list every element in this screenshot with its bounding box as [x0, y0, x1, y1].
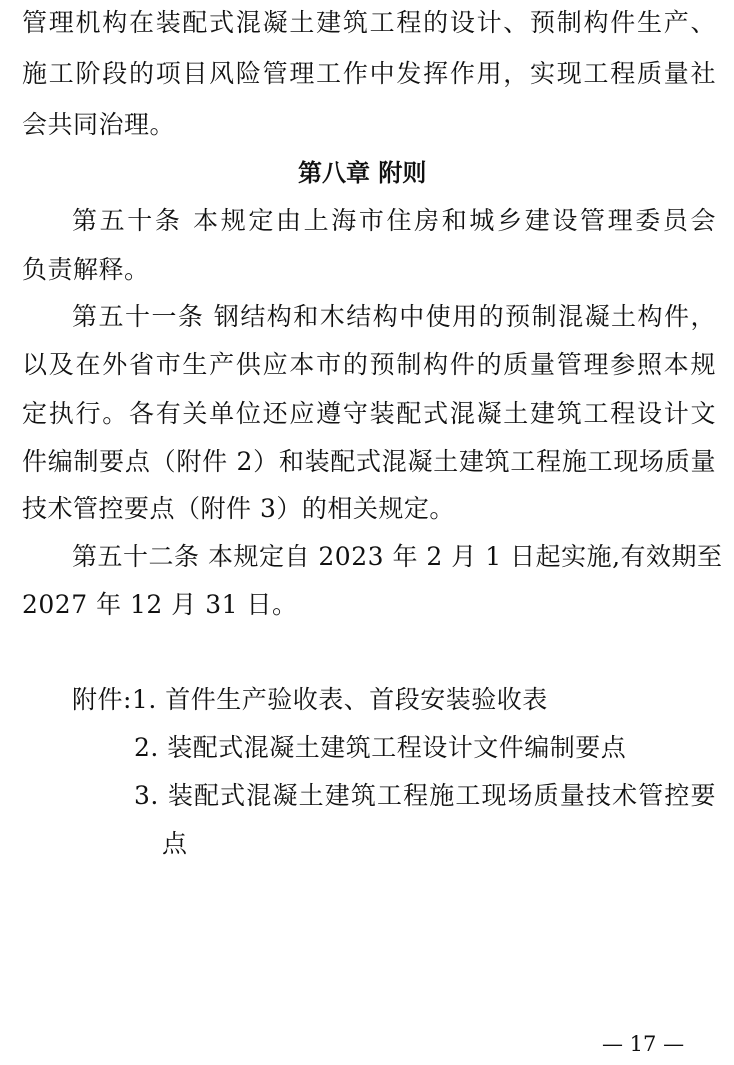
attachment-item-3: 3. 装配式混凝土建筑工程施工现场质量技术管控要 [134, 781, 716, 810]
article-50-line-1: 第五十条 本规定由上海市住房和城乡建设管理委员会 [72, 206, 716, 235]
article-51-line-4: 件编制要点（附件 2）和装配式混凝土建筑工程施工现场质量 [22, 447, 716, 476]
article-51-line-2: 以及在外省市生产供应本市的预制构件的质量管理参照本规 [22, 350, 716, 379]
attachment-item-3-continued: 点 [162, 829, 188, 858]
attachment-item-1: 附件:1. 首件生产验收表、首段安装验收表 [72, 685, 548, 714]
intro-line-1: 管理机构在装配式混凝土建筑工程的设计、预制构件生产、 [22, 8, 716, 37]
intro-line-3: 会共同治理。 [22, 110, 176, 139]
attachment-item-2: 2. 装配式混凝土建筑工程设计文件编制要点 [134, 733, 627, 762]
chapter-heading: 第八章 附则 [298, 159, 427, 187]
article-51-line-5: 技术管控要点（附件 3）的相关规定。 [22, 494, 455, 523]
article-50-line-2: 负责解释。 [22, 255, 150, 284]
intro-line-2: 施工阶段的项目风险管理工作中发挥作用，实现工程质量社 [22, 59, 716, 88]
article-52-line-1: 第五十二条 本规定自 2023 年 2 月 1 日起实施,有效期至 [72, 542, 723, 571]
article-52-line-2: 2027 年 12 月 31 日。 [22, 590, 298, 619]
article-51-line-3: 定执行。各有关单位还应遵守装配式混凝土建筑工程设计文 [22, 399, 716, 428]
article-51-line-1: 第五十一条 钢结构和木结构中使用的预制混凝土构件， [72, 302, 716, 331]
page-number: — 17 — [602, 1032, 685, 1056]
